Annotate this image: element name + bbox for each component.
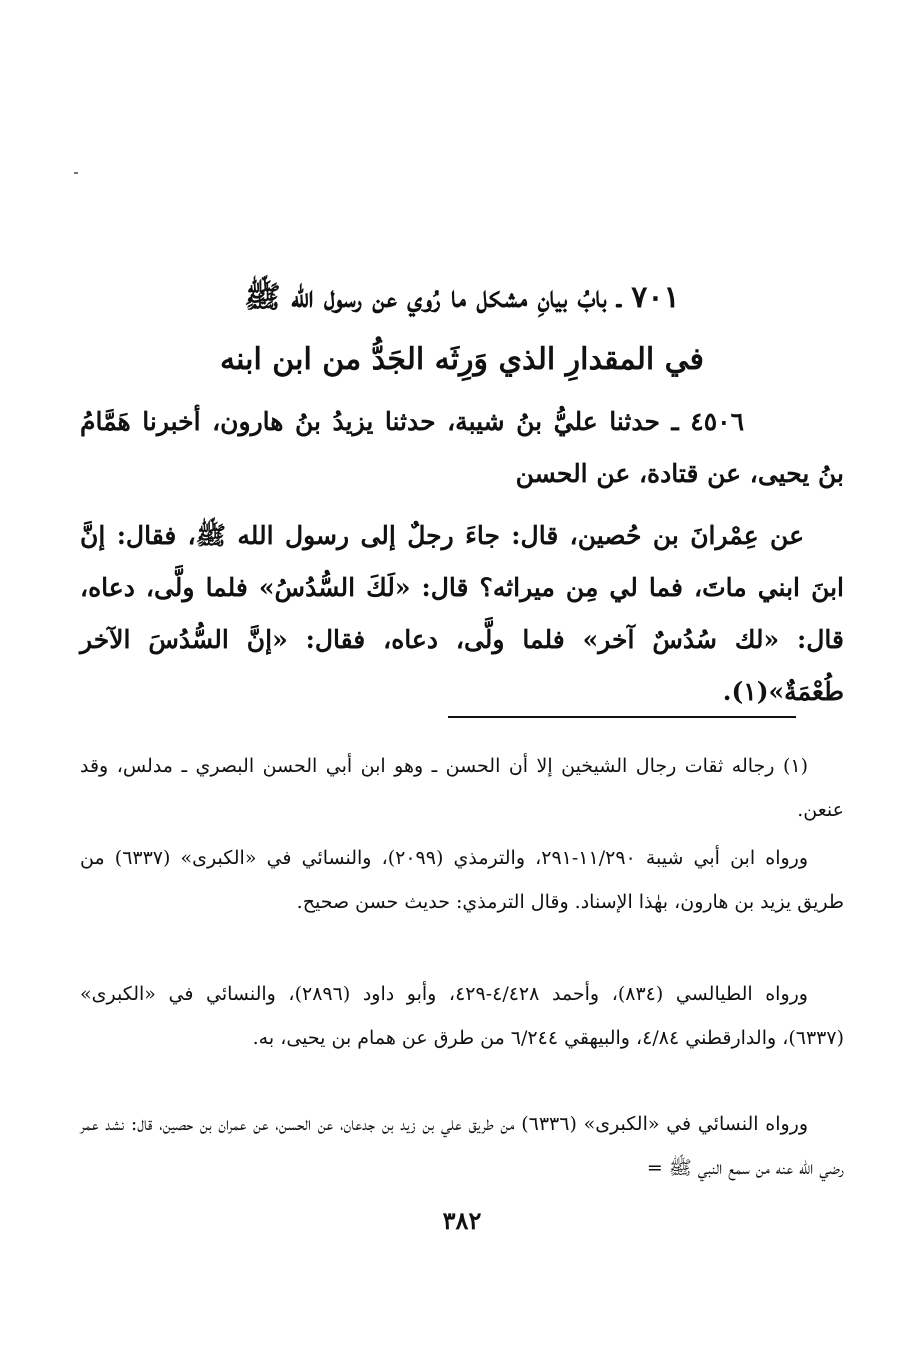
scan-speck [74, 172, 78, 174]
page-number: ٣٨٢ [442, 1206, 482, 1235]
footnote-1: (١) رجاله ثقات رجال الشيخين إلا أن الحسن ـ وهو ابن أبي الحسن البصري ـ مدلس، وقد عنعن. [80, 755, 844, 821]
chapter-title-line-2: في المقدارِ الذي وَرِثَه الجَدُّ من ابن ابنه [220, 342, 704, 377]
footnote-paragraph-2: ورواه ابن أبي شيبة ١١/٢٩٠-٢٩١، والترمذي (٢٠٩٩)، والنسائي في «الكبرى» (٦٣٣٧) من طريق يزيد بن هارون، بهٰذا الإسناد. وقال الترمذي: حديث حسن صحيح. [80, 847, 844, 913]
footnote-paragraph-4: ورواه النسائي في «الكبرى» (٦٣٣٦) من طريق علي بن زيد بن جدعان، عن الحسن، عن عمران بن حصين، قال: نشد عمر رضي الله عنه من سمع النبي ﷺ = [80, 1113, 844, 1179]
footnote-divider [448, 716, 796, 718]
footnote-paragraph-3: ورواه الطيالسي (٨٣٤)، وأحمد ٤/٤٢٨-٤٢٩، وأبو داود (٢٨٩٦)، والنسائي في «الكبرى» (٦٣٣٧)، والدارقطني ٤/٨٤، والبيهقي ٦/٢٤٤ من طرق عن همام بن يحيى، به. [80, 983, 844, 1049]
hadith-matn: عن عِمْرانَ بن حُصين، قال: جاءَ رجلٌ إلى رسول الله ﷺ، فقال: إنَّ ابنَ ابني ماتَ، فما لي مِن ميراثه؟ قال: «لَكَ السُّدُسُ» فلما ولَّى، دعاه، قال: «لك سُدُسٌ آخر» فلما ولَّى، دعاه، فقال: «إنَّ السُّدُسَ الآخر طُعْمَةٌ»(١). [80, 521, 844, 706]
chapter-title-line-1: ٧٠١ ـ بابُ بيانِ مشكل ما رُوي عن رسول الله ﷺ [244, 280, 680, 315]
hadith-isnad: ٤٥٠٦ ـ حدثنا عليُّ بنُ شيبة، حدثنا يزيدُ بنُ هارون، أخبرنا هَمَّامُ بنُ يحيى، عن قتادة، عن الحسن [80, 407, 844, 488]
